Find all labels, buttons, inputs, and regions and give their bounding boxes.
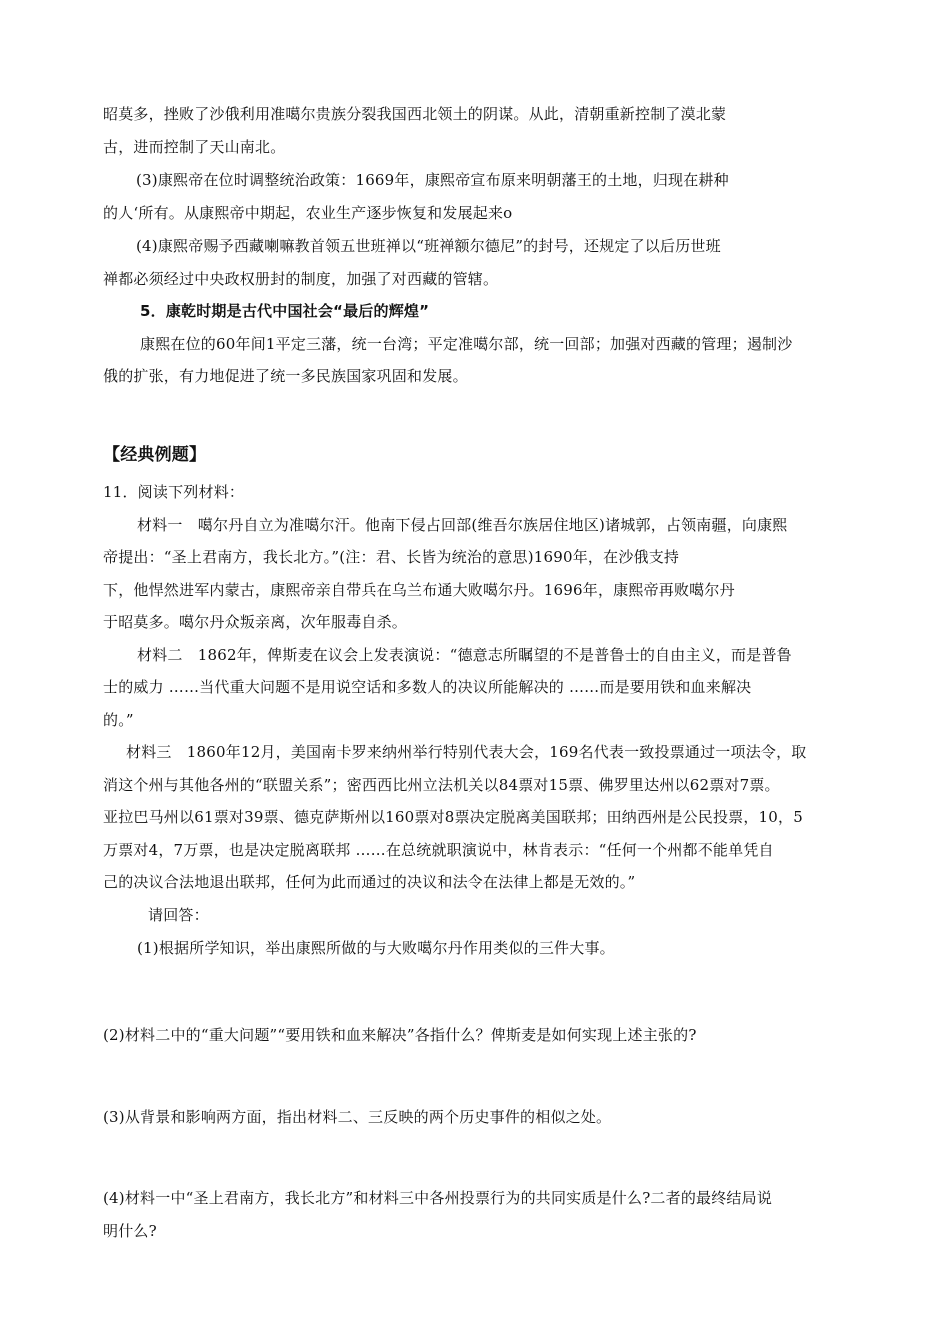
material-line: 消这个州与其他各州的“联盟关系”；密西西比州立法机关以84票对15票、佛罗里达州以62票对7票。 bbox=[103, 776, 780, 794]
material-line: 帝提出：“圣上君南方，我长北方。”(注：君、长皆为统治的意思)1690年，在沙俄支持 bbox=[103, 548, 680, 566]
material-line: 下，他悍然进军内蒙古，康熙帝亲自带兵在乌兰布通大败噶尔丹。1696年，康熙帝再败噶尔丹 bbox=[103, 581, 735, 599]
question-4-cont: 明什么? bbox=[103, 1222, 157, 1240]
question-4: (4)材料一中“圣上君南方，我长北方”和材料三中各州投票行为的共同实质是什么?二者的最终结局说 bbox=[103, 1189, 773, 1207]
material-line: 材料三 1860年12月，美国南卡罗来纳州举行特别代表大会，169名代表一致投票通过一项法令，取 bbox=[126, 743, 807, 761]
material-line: 士的威力 ……当代重大问题不是用说空话和多数人的决议所能解决的 ……而是要用铁和血来解决 bbox=[103, 678, 752, 696]
material-line: 己的决议合法地退出联邦，任何为此而通过的决议和法令在法律上都是无效的。” bbox=[103, 873, 636, 891]
text-line: 禅都必须经过中央政权册封的制度，加强了对西藏的管辖。 bbox=[103, 270, 499, 288]
material-line: 的。” bbox=[103, 711, 134, 729]
text-line: 俄的扩张，有力地促进了统一多民族国家巩固和发展。 bbox=[103, 367, 468, 385]
question-3: (3)从背景和影响两方面，指出材料二、三反映的两个历史事件的相似之处。 bbox=[103, 1108, 612, 1126]
material-line: 于昭莫多。噶尔丹众叛亲离，次年服毒自杀。 bbox=[103, 613, 408, 631]
section-heading: 5．康乾时期是古代中国社会“最后的辉煌” bbox=[140, 302, 430, 320]
answer-prompt: 请回答： bbox=[148, 906, 209, 924]
question-intro: 11．阅读下列材料： bbox=[103, 483, 245, 501]
text-line: 古，进而控制了天山南北。 bbox=[103, 138, 286, 156]
material-line: 材料二 1862年，俾斯麦在议会上发表演说：“德意志所瞩望的不是普鲁士的自由主义，而是普鲁 bbox=[137, 646, 792, 664]
material-line: 万票对4，7万票，也是决定脱离联邦 ……在总统就职演说中，林肯表示：“任何一个州都不能单凭自 bbox=[103, 841, 774, 859]
question-2: (2)材料二中的“重大问题”“要用铁和血来解决”各指什么？俾斯麦是如何实现上述主张的? bbox=[103, 1026, 697, 1044]
text-line: (3)康熙帝在位时调整统治政策：1669年，康熙帝宣布原来明朝藩王的土地，归现在耕种 bbox=[136, 171, 729, 189]
material-line: 材料一 噶尔丹自立为准噶尔汗。他南下侵占回部(维吾尔族居住地区)诸城郭，占领南疆，向康熙 bbox=[137, 516, 788, 534]
question-1: (1)根据所学知识，举出康熙所做的与大败噶尔丹作用类似的三件大事。 bbox=[137, 939, 615, 957]
text-line: 昭莫多，挫败了沙俄利用准噶尔贵族分裂我国西北领土的阴谋。从此，清朝重新控制了漠北蒙 bbox=[103, 105, 727, 123]
text-line: 的人‘所有。从康熙帝中期起，农业生产逐步恢复和发展起来o bbox=[103, 204, 513, 222]
text-line: (4)康熙帝赐予西藏喇嘛教首领五世班禅以“班禅额尔德尼”的封号，还规定了以后历世班 bbox=[136, 237, 721, 255]
material-line: 亚拉巴马州以61票对39票、德克萨斯州以160票对8票决定脱离美国联邦；田纳西州是公民投票，10，5 bbox=[103, 808, 803, 826]
section-title: 【经典例题】 bbox=[103, 445, 207, 465]
text-line: 康熙在位的60年间1平定三藩，统一台湾；平定准噶尔部，统一回部；加强对西藏的管理；遏制沙 bbox=[140, 335, 793, 353]
